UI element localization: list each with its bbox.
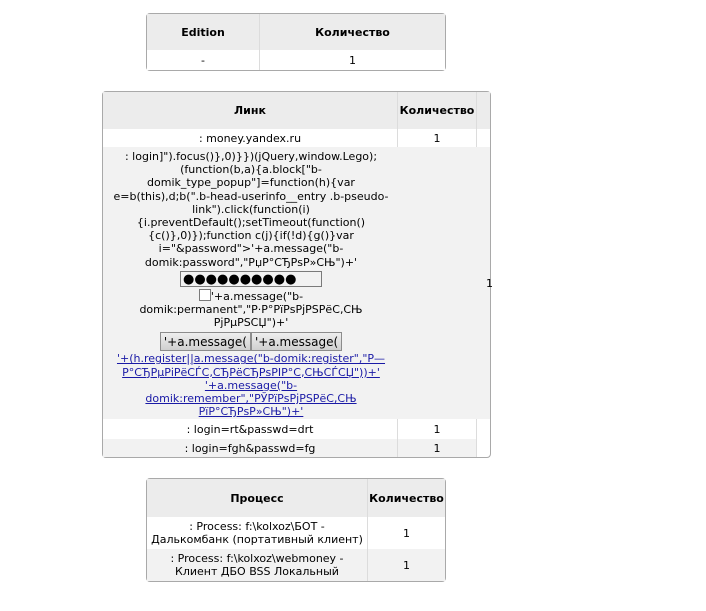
count-cell: 1 xyxy=(368,549,445,581)
remember-checkbox[interactable] xyxy=(199,289,211,301)
link-cell: : login=fgh&passwd=fg xyxy=(103,439,397,457)
injected-code-text: : login]").focus()},0)}})(jQuery,window.Lego);(function(b,a){a.block["b-domik_type_popup"]=function(h){var e=b(this),d;b(".b-head-userinfo__entry .b-pseudo-link").click(function(i){i.preventDefault();setTimeout(function(){c()},0)});function c(j){if(!d){g()}var i="&password">'+a.message("b-domik:password","РџР°СЂРѕР»СЊ")+' xyxy=(113,150,389,269)
count-column-header: Количество xyxy=(398,92,476,129)
count-cell: 1 xyxy=(368,517,445,549)
process-column-header: Процесс xyxy=(147,479,367,517)
link-column-header: Линк xyxy=(103,92,397,129)
count-column-header: Количество xyxy=(260,14,445,50)
process-cell: : Process: f:\kolxoz\БОТ - Далькомбанк (портативный клиент) xyxy=(147,517,367,549)
count-cell: 1 xyxy=(260,50,445,70)
secondary-button[interactable]: '+a.message( xyxy=(251,332,342,351)
injected-row xyxy=(103,147,493,419)
edition-cell: - xyxy=(147,50,259,70)
count-cell: 1 xyxy=(486,276,493,290)
process-cell: : Process: f:\kolxoz\webmoney - Клиент ДБО BSS Локальный xyxy=(147,549,367,581)
edition-column-header: Edition xyxy=(147,14,259,50)
count-column-header: Количество xyxy=(368,479,445,517)
count-cell: 1 xyxy=(398,129,476,147)
process-table xyxy=(146,478,446,582)
edition-table xyxy=(146,13,446,71)
register-link[interactable]: '+(h.register||a.message("b-domik:register","Р—Р°СЂРµРіРёСЃС‚СЂРёСЂРѕРІР°С‚СЊСЃСЏ"))+' xyxy=(116,352,386,379)
password-input[interactable]: ●●●●●●●●●● xyxy=(180,271,322,287)
remember-password-link[interactable]: '+a.message("b-domik:remember","РЎРїРѕРјРЅРёС‚СЊ РїР°СЂРѕР»СЊ")+' xyxy=(145,378,357,419)
link-cell: : login=rt&passwd=drt xyxy=(103,419,397,439)
checkbox-label: '+a.message("b-domik:permanent","Р·Р°РїРѕРјРЅРёС‚СЊ РјРµРЅСЏ")+' xyxy=(139,289,363,330)
link-table xyxy=(102,91,491,458)
login-button[interactable]: '+a.message( xyxy=(160,332,251,351)
count-cell: 1 xyxy=(398,439,476,457)
injected-content xyxy=(109,150,393,418)
scroll-gutter xyxy=(477,92,490,129)
link-cell: : money.yandex.ru xyxy=(103,129,397,147)
count-cell: 1 xyxy=(398,419,476,439)
